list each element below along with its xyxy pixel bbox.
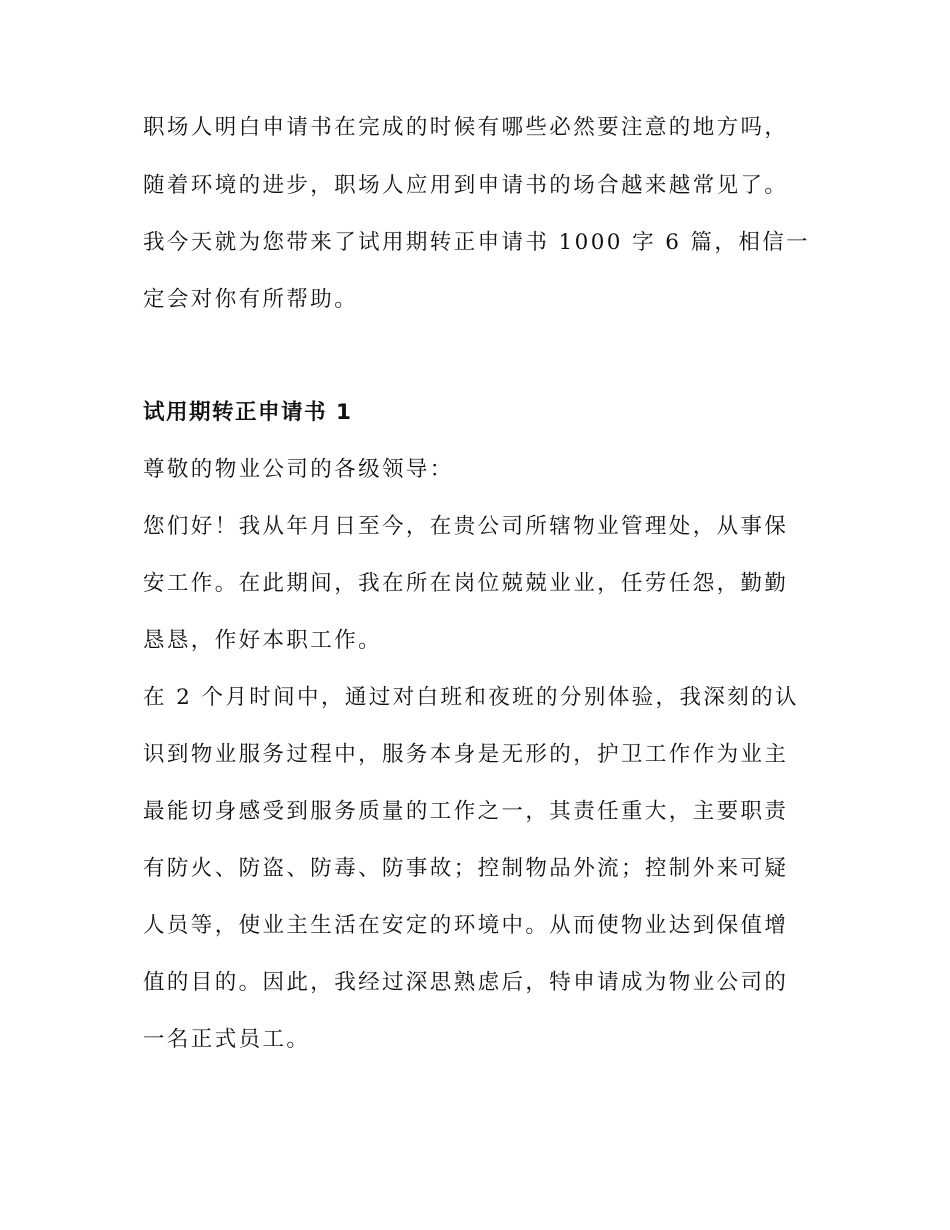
salutation: 尊敬的物业公司的各级领导：: [143, 457, 454, 482]
body-line: 有防火、防盗、防毒、防事故；控制物品外流；控制外来可疑: [143, 856, 789, 881]
body-line: 值的目的。因此，我经过深思熟虑后，特申请成为物业公司的: [143, 970, 789, 995]
intro-line: 定会对你有所帮助。: [143, 287, 359, 312]
body-line: 您们好！我从年月日至今，在贵公司所辖物业管理处，从事保: [143, 514, 789, 539]
body-line: 在 2 个月时间中，通过对白班和夜班的分别体验，我深刻的认: [143, 685, 799, 710]
body-line: 恳恳，作好本职工作。: [143, 628, 383, 653]
body-line: 最能切身感受到服务质量的工作之一，其责任重大，主要职责: [143, 799, 789, 824]
body-line: 安工作。在此期间，我在所在岗位兢兢业业，任劳任怨，勤勤: [143, 571, 789, 596]
body-line: 识到物业服务过程中，服务本身是无形的，护卫工作作为业主: [143, 742, 789, 767]
body-line: 人员等，使业主生活在安定的环境中。从而使物业达到保值增: [143, 913, 789, 938]
section-heading: 试用期转正申请书 1: [143, 400, 353, 425]
body-line: 一名正式员工。: [143, 1027, 311, 1052]
intro-line: 我今天就为您带来了试用期转正申请书 1000 字 6 篇，相信一: [143, 230, 811, 255]
intro-line: 随着环境的进步，职场人应用到申请书的场合越来越常见了。: [143, 173, 789, 198]
intro-line: 职场人明白申请书在完成的时候有哪些必然要注意的地方吗，: [143, 115, 789, 140]
